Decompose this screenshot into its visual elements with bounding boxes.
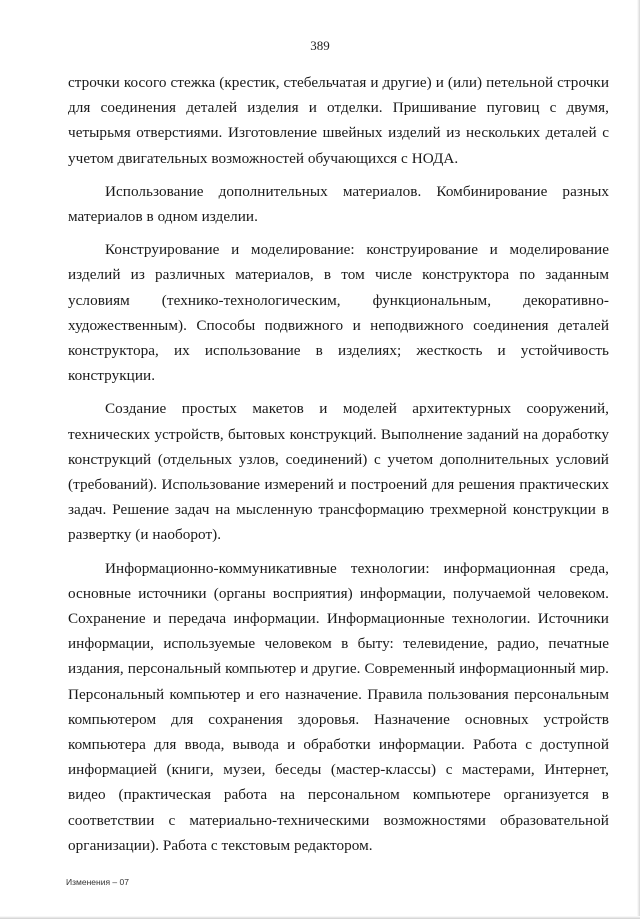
paragraph-models: Создание простых макетов и моделей архитектурных сооружений, технических устройств, бытовых конструкций. Выполнение заданий на доработку конструкций (отдельных узлов, соединений) с учетом дополнительных условий (требований). Использование измерений и построений для решения практических задач. Решение задач на мысленную трансформацию трехмерной конструкции в развертку (и наоборот). xyxy=(68,400,609,544)
paragraph-materials: Использование дополнительных материалов. Комбинирование разных материалов в одном изделии. xyxy=(68,182,609,226)
page-number: 389 xyxy=(310,38,330,53)
footer-revision-note: Изменения – 07 xyxy=(66,877,129,887)
paragraph-ict: Информационно-коммуникативные технологии: информационная среда, основные источники (органы восприятия) информации, получаемой человеком. Сохранение и передача информации. Информационные технологии. Источники информации, используемые человеком в быту: телевидение, радио, печатные издания, персональный компьютер и другие. Современный информационный мир. Персональный компьютер и его назначение. Правила пользования персональным компьютером для сохранения здоровья. Назначение основных устройств компьютера для ввода, вывода и обработки информации. Работа с доступной информацией (книги, музеи, беседы (мастер-классы) с мастерами, Интернет, видео (практическая работа на персональном компьютере организуется в соответствии с материально-техническими возможностями образовательной организации). Работа с текстовым редактором. xyxy=(68,559,609,854)
document-body xyxy=(68,70,609,866)
paragraph-construction: Конструирование и моделирование: конструирование и моделирование изделий из различных материалов, в том числе конструктора по заданным условиям (технико-технологическим, функциональным, декоративно-художественным). Способы подвижного и неподвижного соединения деталей конструктора, их использование в изделиях; жесткость и устойчивость конструкции. xyxy=(68,241,609,385)
paragraph-continuation: строчки косого стежка (крестик, стебельчатая и другие) и (или) петельной строчки для соединения деталей изделия и отделки. Пришивание пуговиц с двумя, четырьмя отверстиями. Изготовление швейных изделий из нескольких деталей с учетом двигательных возможностей обучающихся с НОДА. xyxy=(68,74,609,167)
